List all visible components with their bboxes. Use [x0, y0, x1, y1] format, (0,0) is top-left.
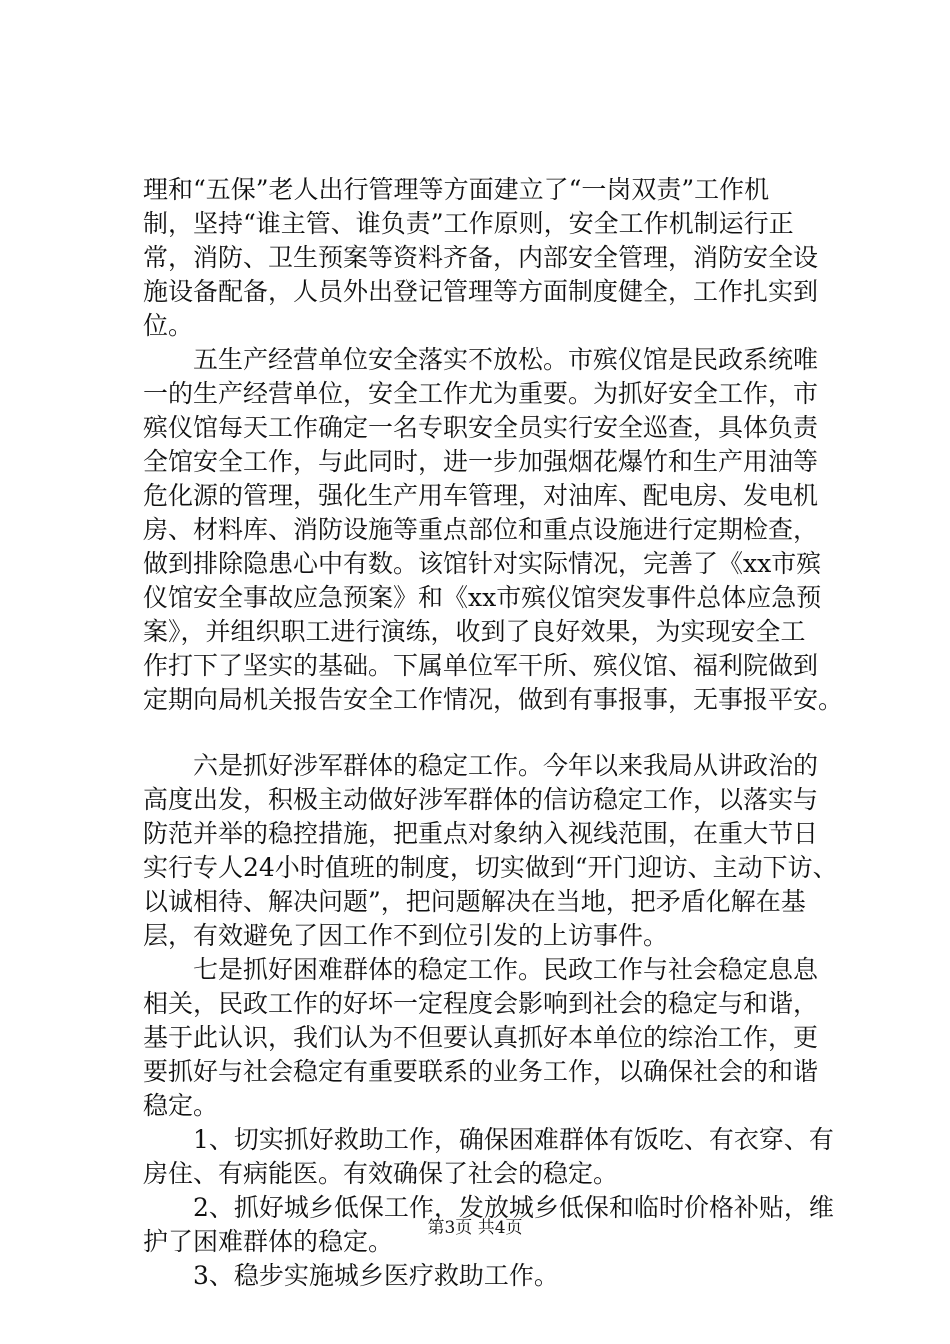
- text-line: 定期向局机关报告安全工作情况，做到有事报事，无事报平安。: [143, 685, 844, 714]
- text-line: 做到排除隐患心中有数。该馆针对实际情况，完善了《xx市殡: [143, 549, 822, 578]
- text-line: 危化源的管理，强化生产用车管理，对油库、配电房、发电机: [143, 481, 819, 510]
- text-line: 防范并举的稳控措施，把重点对象纳入视线范围，在重大节日: [143, 819, 819, 848]
- text-line: 以诚相待、解决问题”，把问题解决在当地，把矛盾化解在基: [143, 887, 806, 916]
- text-line: 一的生产经营单位，安全工作尤为重要。为抓好安全工作，市: [143, 379, 819, 408]
- paragraph-five-start: 五生产经营单位安全落实不放松。市殡仪馆是民政系统唯: [143, 345, 819, 374]
- text-line: 房住、有病能医。有效确保了社会的稳定。: [143, 1159, 619, 1188]
- text-line: 房、材料库、消防设施等重点部位和重点设施进行定期检查，: [143, 515, 819, 544]
- text-line: 作打下了坚实的基础。下属单位军干所、殡仪馆、福利院做到: [143, 651, 819, 680]
- text-line: 常，消防、卫生预案等资料齐备，内部安全管理，消防安全设: [143, 243, 819, 272]
- text-line: 案》，并组织职工进行演练，收到了良好效果，为实现安全工: [143, 617, 806, 646]
- page-number-footer: 第3页 共4页: [427, 1218, 523, 1238]
- text-line: 实行专人24小时值班的制度，切实做到“开门迎访、主动下访、: [143, 853, 838, 882]
- text-line: 施设备配备，人员外出登记管理等方面制度健全，工作扎实到: [143, 277, 819, 306]
- text-line: 殡仪馆每天工作确定一名专职安全员实行安全巡查，具体负责: [143, 413, 819, 442]
- paragraph-six-start: 六是抓好涉军群体的稳定工作。今年以来我局从讲政治的: [143, 751, 819, 780]
- text-line: 全馆安全工作，与此同时，进一步加强烟花爆竹和生产用油等: [143, 447, 819, 476]
- document-body: [143, 173, 844, 1293]
- text-line: 位。: [143, 311, 194, 340]
- text-line: 相关，民政工作的好坏一定程度会影响到社会的稳定与和谐，: [143, 989, 819, 1018]
- text-line: 仪馆安全事故应急预案》和《xx市殡仪馆突发事件总体应急预: [143, 583, 822, 612]
- text-line: 要抓好与社会稳定有重要联系的业务工作，以确保社会的和谐: [143, 1057, 819, 1086]
- text-line: 制，坚持“谁主管、谁负责”工作原则，安全工作机制运行正: [143, 209, 794, 238]
- text-line: 层，有效避免了因工作不到位引发的上访事件。: [143, 921, 669, 950]
- text-line: 护了困难群体的稳定。: [143, 1227, 394, 1256]
- text-line: 高度出发，积极主动做好涉军群体的信访稳定工作，以落实与: [143, 785, 819, 814]
- list-item-2: 2、抓好城乡低保工作，发放城乡低保和临时价格补贴，维: [143, 1193, 834, 1222]
- text-line: 理和“五保”老人出行管理等方面建立了“一岗双责”工作机: [143, 175, 770, 204]
- paragraph-seven-start: 七是抓好困难群体的稳定工作。民政工作与社会稳定息息: [143, 955, 819, 984]
- list-item-1: 1、切实抓好救助工作，确保困难群体有饭吃、有衣穿、有: [143, 1125, 834, 1154]
- blank-line: [143, 717, 833, 749]
- text-line: 稳定。: [143, 1091, 219, 1120]
- text-line: 基于此认识，我们认为不但要认真抓好本单位的综治工作，更: [143, 1023, 819, 1052]
- list-item-3: 3、稳步实施城乡医疗救助工作。: [143, 1261, 559, 1290]
